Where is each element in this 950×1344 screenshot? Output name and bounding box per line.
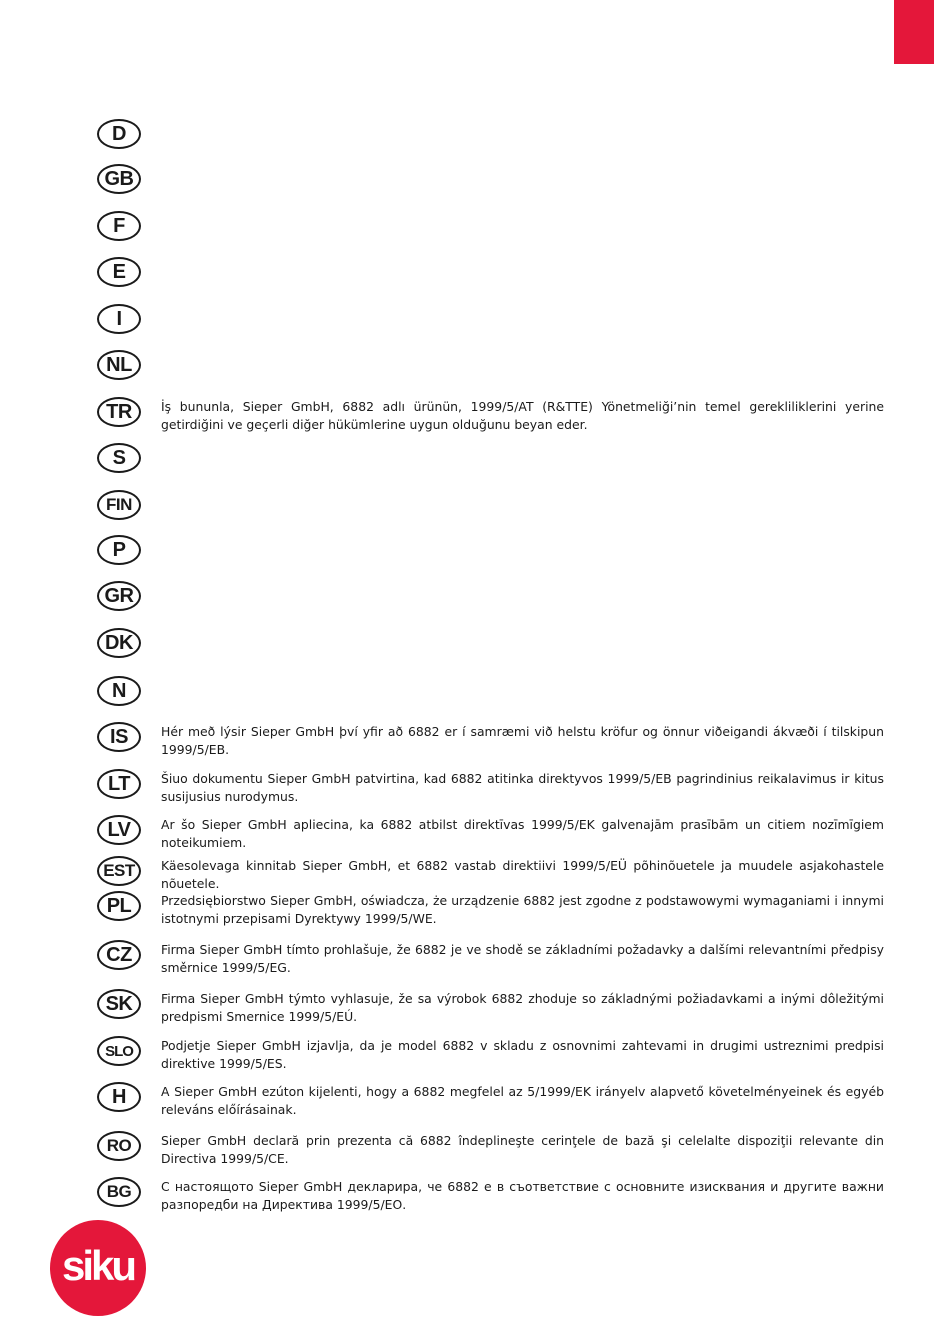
declaration-text-slo: Podjetje Sieper GmbH izjavlja, da je model 6882 v skladu z osnovnimi zahtevami in drugimi ustreznimi predpisi direktive 1999/5/ES. xyxy=(161,1038,884,1071)
country-badge-gb: GB xyxy=(97,164,141,194)
country-badge-p: P xyxy=(97,535,141,565)
country-badge-nl: NL xyxy=(97,350,141,380)
country-badge-s: S xyxy=(97,443,141,473)
red-corner-tab xyxy=(894,0,934,64)
country-badge-f: F xyxy=(97,211,141,241)
country-badge-i: I xyxy=(97,304,141,334)
country-badge-lv: LV xyxy=(97,815,141,845)
declaration-text-ro: Sieper GmbH declară prin prezenta că 6882 îndeplineşte cerinţele de bază şi celelalte dispoziţii relevante din Directiva 1999/5/CE. xyxy=(161,1133,884,1166)
declaration-text-is: Hér með lýsir Sieper GmbH því yfir að 6882 er í samræmi við helstu kröfur og önnur viðeigandi ákvæði í tilskipun 1999/5/EB. xyxy=(161,724,884,757)
declaration-text-tr: İş bununla, Sieper GmbH, 6882 adlı ürünün, 1999/5/AT (R&TTE) Yönetmeliği’nin temel gerekliliklerini yerine getirdiğini ve geçerli diğer hükümlerine uygun olduğunu beyan eder. xyxy=(161,399,884,432)
country-badge-sk: SK xyxy=(97,989,141,1019)
declaration-text-lt: Šiuo dokumentu Sieper GmbH patvirtina, kad 6882 atitinka direktyvos 1999/5/EB pagrindinius reikalavimus ir kitus susijusius nurodymus. xyxy=(161,771,884,804)
country-badge-h: H xyxy=(97,1082,141,1112)
country-badge-bg: BG xyxy=(97,1177,141,1207)
declaration-text-cz: Firma Sieper GmbH tímto prohlašuje, že 6882 je ve shodě se základními požadavky a dalšími relevantními předpisy směrnice 1999/5/EG. xyxy=(161,942,884,975)
declaration-text-lv: Ar šo Sieper GmbH apliecina, ka 6882 atbilst direktīvas 1999/5/EK galvenajām prasībām un citiem nozīmīgiem noteikumiem. xyxy=(161,817,884,850)
country-badge-e: E xyxy=(97,257,141,287)
country-badge-d: D xyxy=(97,119,141,149)
country-badge-cz: CZ xyxy=(97,940,141,970)
country-badge-is: IS xyxy=(97,722,141,752)
declaration-text-sk: Firma Sieper GmbH týmto vyhlasuje, že sa výrobok 6882 zhoduje so základnými požiadavkami a inými dôležitými predpismi Smernice 1999/5/EÚ. xyxy=(161,991,884,1024)
country-badge-n: N xyxy=(97,676,141,706)
declaration-text-bg: С настоящото Sieper GmbH декларира, че 6882 е в съответствие с основните изисквания и другите важни разпоредби на Директива 1999/5/ЕО. xyxy=(161,1179,884,1212)
country-badge-gr: GR xyxy=(97,581,141,611)
country-badge-est: EST xyxy=(97,856,141,886)
declaration-text-pl: Przedsiębiorstwo Sieper GmbH, oświadcza, że urządzenie 6882 jest zgodne z podstawowymi wymaganiami i innymi istotnymi przepisami Dyrektywy 1999/5/WE. xyxy=(161,893,884,926)
siku-logo xyxy=(50,1220,146,1316)
siku-logo-text: siku xyxy=(61,1242,135,1289)
country-badge-ro: RO xyxy=(97,1131,141,1161)
country-badge-dk: DK xyxy=(97,628,141,658)
country-badge-slo: SLO xyxy=(97,1036,141,1066)
country-badge-lt: LT xyxy=(97,769,141,799)
country-badge-pl: PL xyxy=(97,891,141,921)
declaration-text-est: Käesolevaga kinnitab Sieper GmbH, et 6882 vastab direktiivi 1999/5/EÜ põhinõuetele ja muudele asjakohastele nõuetele. xyxy=(161,858,884,891)
country-badge-tr: TR xyxy=(97,397,141,427)
declaration-text-h: A Sieper GmbH ezúton kijelenti, hogy a 6882 megfelel az 5/1999/EK irányelv alapvető követelményeinek és egyéb releváns előírásainak. xyxy=(161,1084,884,1117)
country-badge-fin: FIN xyxy=(97,490,141,520)
